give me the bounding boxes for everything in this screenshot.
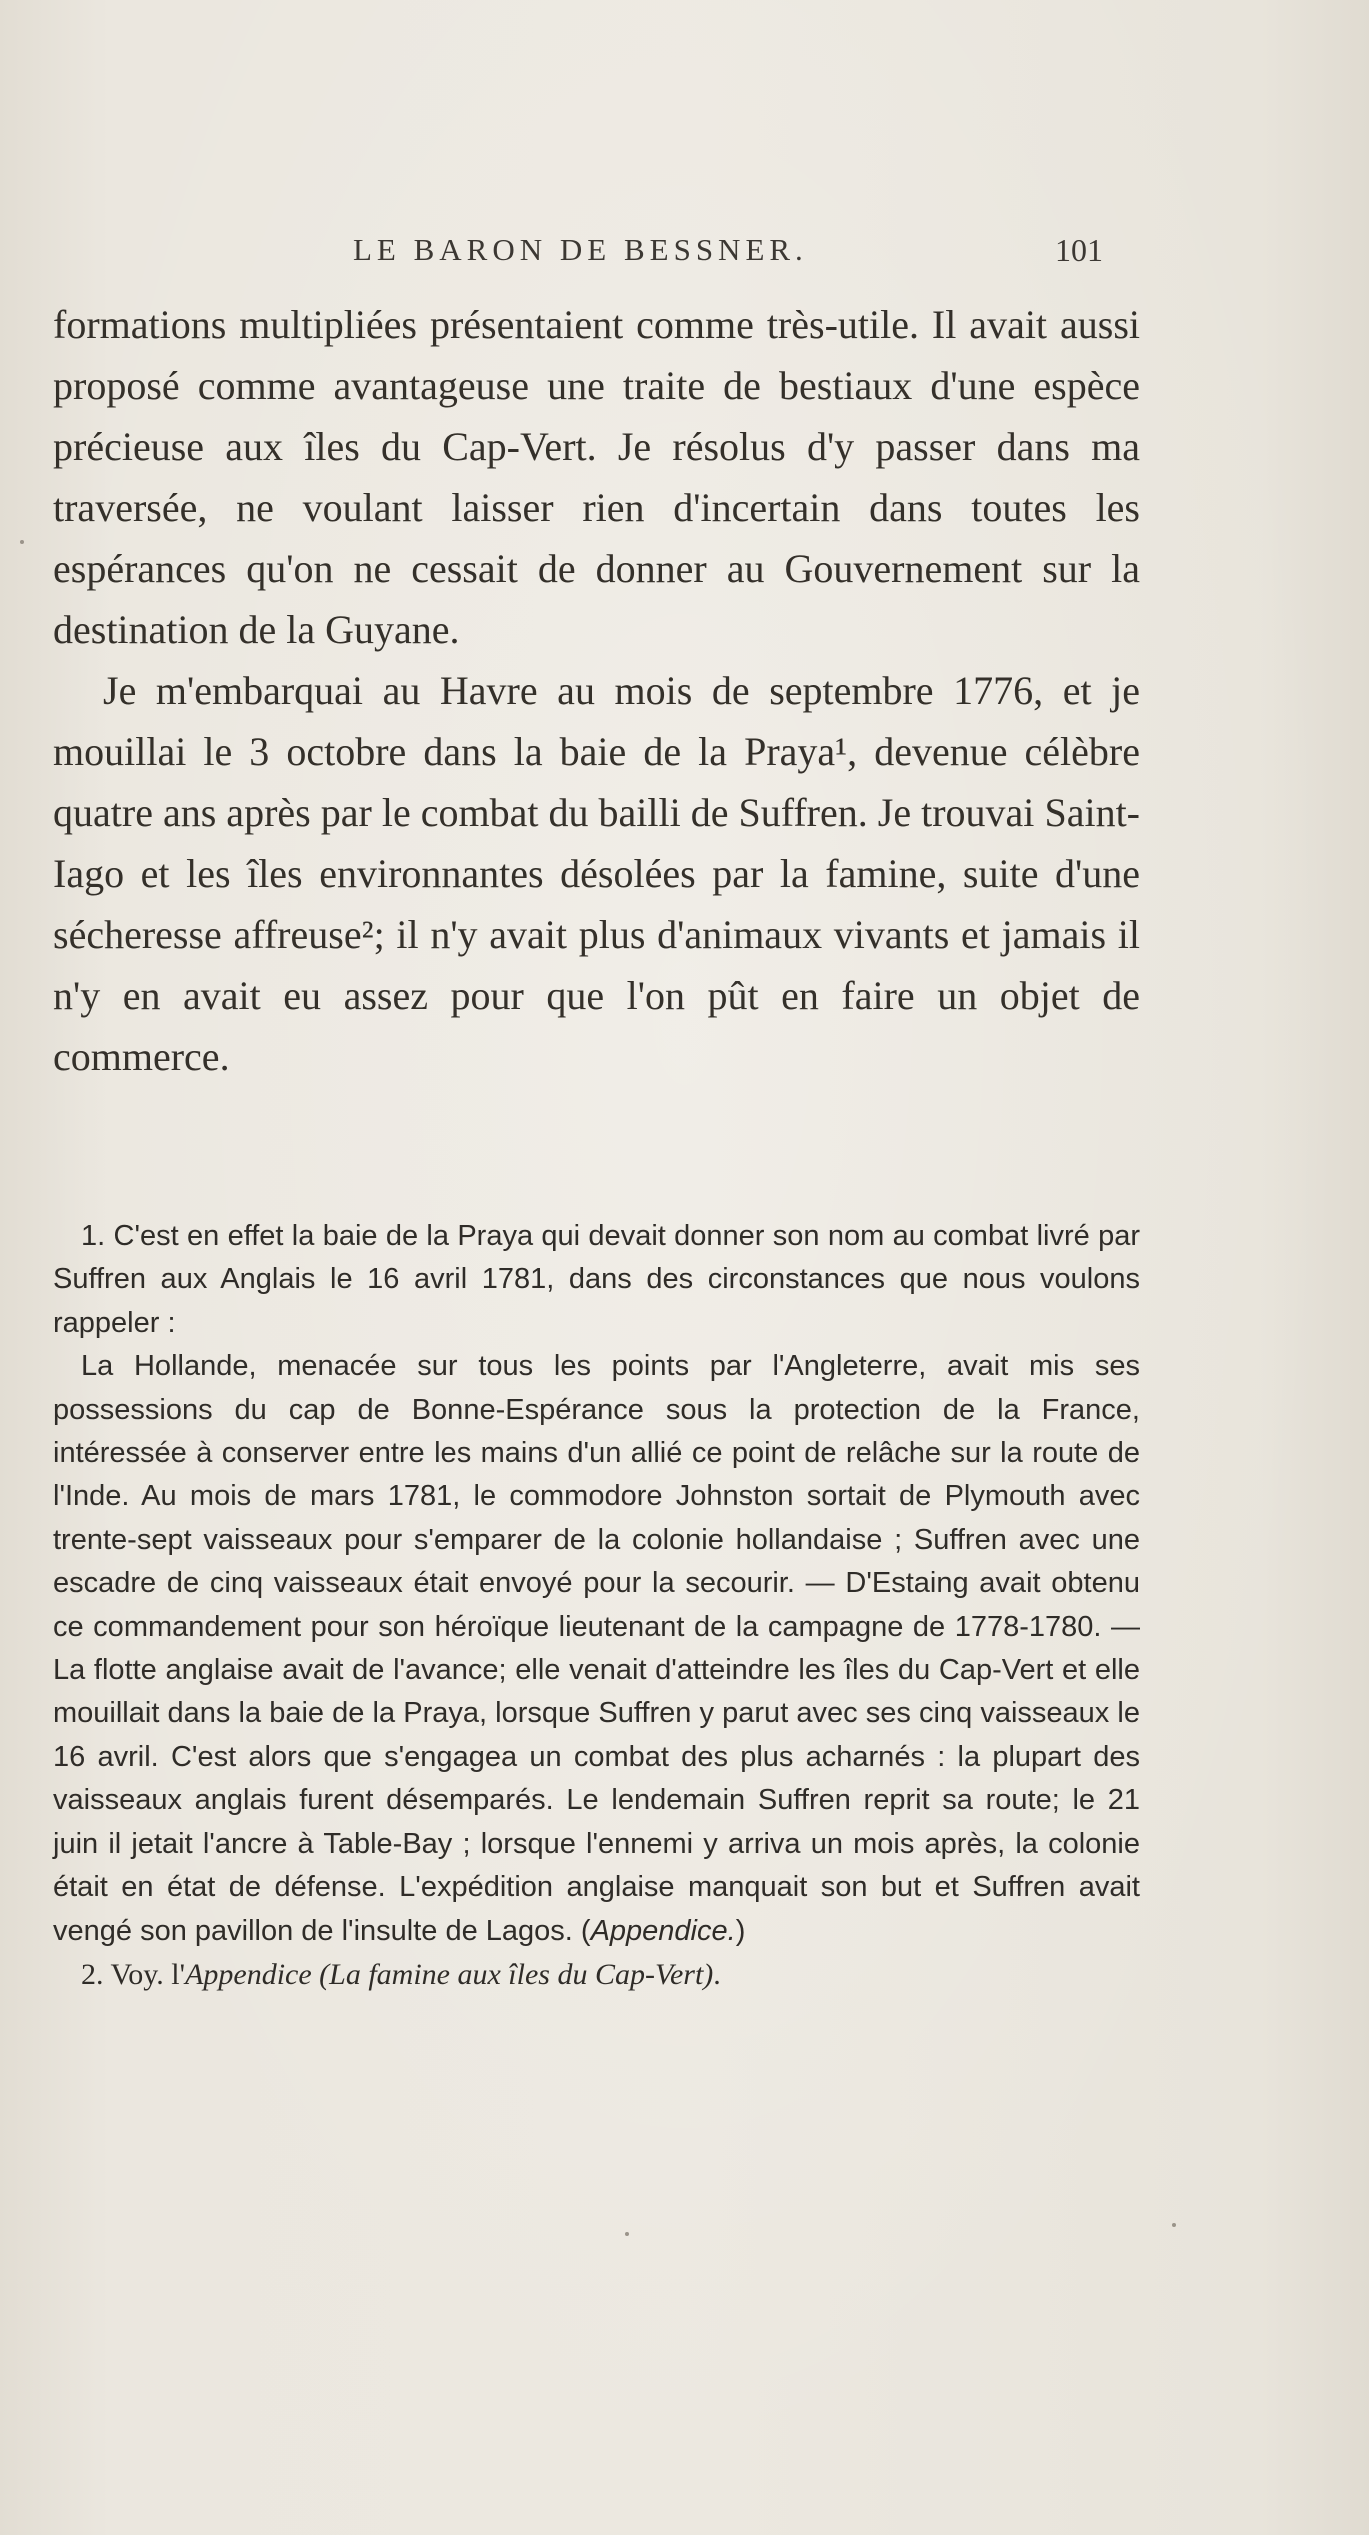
paragraph: formations multipliées présentaient comme très-utile. Il avait aussi proposé comme avantageuse une traite de bestiaux d'une espèce précieuse aux îles du Cap-Vert. Je résolus d'y passer dans ma traversée, ne voulant laisser rien d'incertain dans toutes les espérances qu'on ne cessait de donner au Gouvernement sur la destination de la Guyane. bbox=[53, 302, 1140, 652]
footnote-2-suffix: . bbox=[713, 1957, 721, 1991]
main-text bbox=[53, 294, 1140, 1087]
footnote-1-intro: 1. C'est en effet la baie de la Praya qui devait donner son nom au combat livré par Suffren aux Anglais le 16 avril 1781, dans des circonstances que nous voulons rappeler : bbox=[53, 1220, 1140, 1339]
footnote-1-body bbox=[53, 1345, 1140, 1953]
running-title: LE BARON DE BESSNER. bbox=[353, 232, 808, 267]
footnote-2-ref: Appendice (La famine aux îles du Cap-Vert) bbox=[185, 1957, 714, 1991]
page-number: 101 bbox=[1055, 232, 1103, 268]
paper-speck bbox=[20, 540, 24, 544]
paragraph: Je m'embarquai au Havre au mois de septembre 1776, et je mouillai le 3 octobre dans la baie de la Praya¹, devenue célèbre quatre ans après par le combat du bailli de Suffren. Je trouvai Saint-Iago et les îles environnantes désolées par la famine, suite d'une sécheresse affreuse²; il n'y avait plus d'animaux vivants et jamais il n'y en avait eu assez pour que l'on pût en faire un objet de commerce. bbox=[53, 668, 1140, 1079]
footnote-2 bbox=[53, 1953, 1140, 1996]
paper-speck bbox=[1172, 2223, 1176, 2227]
running-header bbox=[53, 232, 1103, 272]
footnote-2-prefix: 2. Voy. l' bbox=[81, 1957, 186, 1991]
footnote-1-ref: Appendice. bbox=[590, 1914, 736, 1947]
paper-speck bbox=[625, 2232, 629, 2236]
footnote-1-text: La Hollande, menacée sur tous les points par l'Angleterre, avait mis ses possessions du cap de Bonne-Espérance sous la protection de la France, intéressée à conserver entre les mains d'un allié ce point de relâche sur la route de l'Inde. Au mois de mars 1781, le commodore Johnston sortait de Plymouth avec trente-sept vaisseaux pour s'emparer de la colonie hollandaise ; Suffren avec une escadre de cinq vaisseaux était envoyé pour la secourir. — D'Estaing avait obtenu ce commandement pour son héroïque lieutenant de la campagne de 1778-1780. — La flotte anglaise avait de l'avance; elle venait d'atteindre les îles du Cap-Vert et elle mouillait dans la baie de la Praya, lorsque Suffren y parut avec ses cinq vaisseaux le 16 avril. C'est alors que s'engagea un combat des plus acharnés : la plupart des vaisseaux anglais furent désemparés. Le lendemain Suffren reprit sa route; le 21 juin il jetait l'ancre à Table-Bay ; lorsque l'ennemi y arriva un mois après, la colonie était en état de défense. L'expédition anglaise manquait son but et Suffren avait vengé son pavillon de l'insulte de Lagos. ( bbox=[53, 1350, 1140, 1947]
footnote-1-close: ) bbox=[735, 1914, 746, 1947]
footnotes bbox=[53, 1215, 1140, 1996]
